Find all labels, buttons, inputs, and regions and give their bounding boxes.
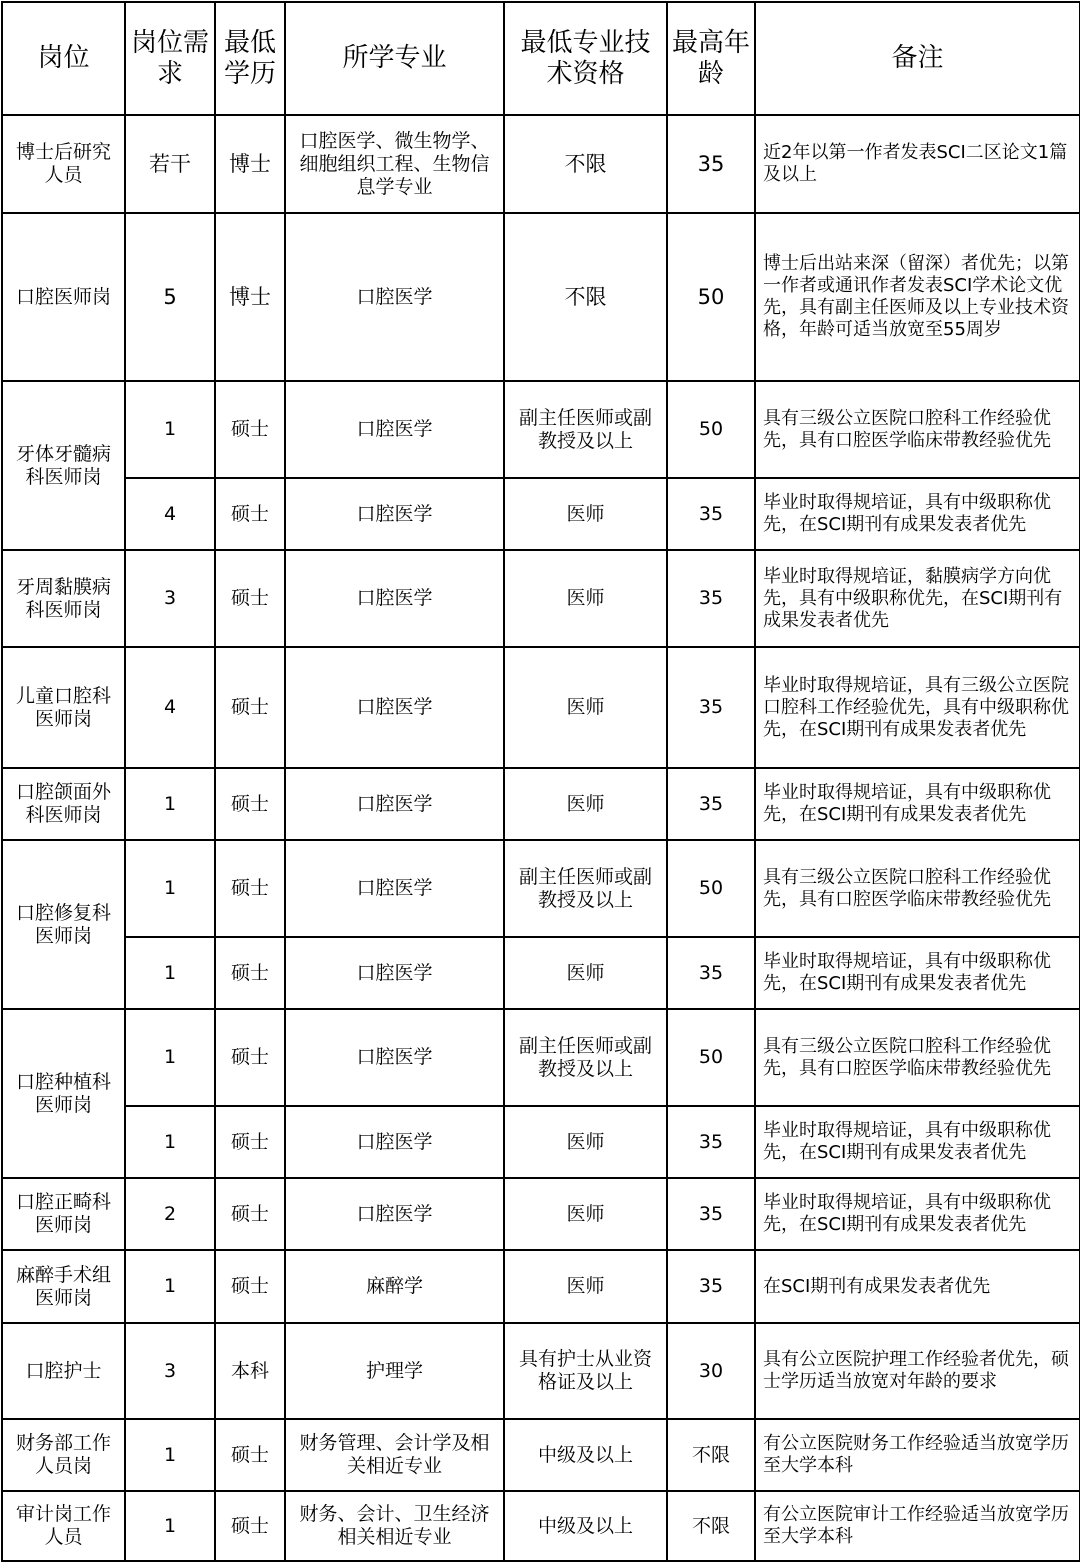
cell-education: 硕士	[215, 478, 285, 550]
cell-demand: 1	[125, 937, 215, 1009]
cell-remark: 近2年以第一作者发表SCI二区论文1篇及以上	[755, 115, 1080, 213]
table-row	[2, 1491, 1080, 1561]
cell-major: 口腔医学	[285, 213, 504, 381]
cell-age: 35	[667, 478, 755, 550]
table-row	[2, 381, 1080, 478]
cell-position: 审计岗工作人员	[2, 1491, 125, 1561]
table-row	[2, 1106, 1080, 1178]
table-row	[2, 1250, 1080, 1323]
cell-education: 硕士	[215, 1009, 285, 1106]
cell-demand: 1	[125, 768, 215, 840]
cell-education: 硕士	[215, 768, 285, 840]
cell-education: 博士	[215, 213, 285, 381]
cell-age: 30	[667, 1323, 755, 1419]
cell-age: 不限	[667, 1491, 755, 1561]
cell-qualification: 副主任医师或副教授及以上	[504, 840, 667, 937]
recruitment-table	[1, 1, 1080, 1562]
cell-age: 不限	[667, 1419, 755, 1491]
cell-remark: 毕业时取得规培证，具有三级公立医院口腔科工作经验优先，具有中级职称优先，在SCI期刊有成果发表者优先	[755, 647, 1080, 768]
cell-age: 50	[667, 840, 755, 937]
cell-education: 硕士	[215, 840, 285, 937]
cell-demand: 4	[125, 647, 215, 768]
table-row	[2, 1009, 1080, 1106]
header-position: 岗位	[2, 2, 125, 115]
cell-qualification: 具有护士从业资格证及以上	[504, 1323, 667, 1419]
table-row	[2, 115, 1080, 213]
cell-major: 口腔医学	[285, 1009, 504, 1106]
cell-major: 口腔医学	[285, 381, 504, 478]
cell-major: 麻醉学	[285, 1250, 504, 1323]
cell-major: 护理学	[285, 1323, 504, 1419]
cell-major: 财务管理、会计学及相关相近专业	[285, 1419, 504, 1491]
cell-qualification: 医师	[504, 1250, 667, 1323]
header-major: 所学专业	[285, 2, 504, 115]
cell-education: 硕士	[215, 1419, 285, 1491]
cell-position: 牙体牙髓病科医师岗	[2, 381, 125, 550]
cell-remark: 具有三级公立医院口腔科工作经验优先，具有口腔医学临床带教经验优先	[755, 1009, 1080, 1106]
cell-age: 35	[667, 1178, 755, 1250]
cell-age: 50	[667, 381, 755, 478]
header-row	[2, 2, 1080, 115]
cell-qualification: 不限	[504, 213, 667, 381]
cell-demand: 若干	[125, 115, 215, 213]
cell-qualification: 中级及以上	[504, 1419, 667, 1491]
cell-age: 35	[667, 768, 755, 840]
cell-education: 硕士	[215, 647, 285, 768]
cell-age: 35	[667, 937, 755, 1009]
cell-remark: 具有三级公立医院口腔科工作经验优先，具有口腔医学临床带教经验优先	[755, 381, 1080, 478]
cell-age: 50	[667, 213, 755, 381]
cell-position: 口腔医师岗	[2, 213, 125, 381]
cell-demand: 2	[125, 1178, 215, 1250]
cell-age: 50	[667, 1009, 755, 1106]
cell-qualification: 副主任医师或副教授及以上	[504, 1009, 667, 1106]
cell-major: 口腔医学、微生物学、细胞组织工程、生物信息学专业	[285, 115, 504, 213]
cell-major: 口腔医学	[285, 478, 504, 550]
header-demand: 岗位需求	[125, 2, 215, 115]
cell-position: 财务部工作人员岗	[2, 1419, 125, 1491]
header-age: 最高年龄	[667, 2, 755, 115]
cell-major: 口腔医学	[285, 550, 504, 647]
cell-major: 财务、会计、卫生经济相关相近专业	[285, 1491, 504, 1561]
cell-qualification: 副主任医师或副教授及以上	[504, 381, 667, 478]
cell-education: 博士	[215, 115, 285, 213]
cell-remark: 有公立医院财务工作经验适当放宽学历至大学本科	[755, 1419, 1080, 1491]
cell-remark: 毕业时取得规培证，具有中级职称优先，在SCI期刊有成果发表者优先	[755, 937, 1080, 1009]
cell-age: 35	[667, 1106, 755, 1178]
cell-position: 儿童口腔科医师岗	[2, 647, 125, 768]
table-row	[2, 1419, 1080, 1491]
cell-position: 博士后研究人员	[2, 115, 125, 213]
cell-education: 硕士	[215, 381, 285, 478]
cell-major: 口腔医学	[285, 840, 504, 937]
cell-qualification: 医师	[504, 937, 667, 1009]
table-row	[2, 478, 1080, 550]
cell-age: 35	[667, 647, 755, 768]
table-row	[2, 550, 1080, 647]
cell-qualification: 医师	[504, 550, 667, 647]
cell-remark: 毕业时取得规培证，具有中级职称优先，在SCI期刊有成果发表者优先	[755, 768, 1080, 840]
cell-qualification: 医师	[504, 768, 667, 840]
cell-remark: 博士后出站来深（留深）者优先；以第一作者或通讯作者发表SCI学术论文优先，具有副主任医师及以上专业技术资格，年龄可适当放宽至55周岁	[755, 213, 1080, 381]
cell-education: 硕士	[215, 550, 285, 647]
cell-major: 口腔医学	[285, 937, 504, 1009]
cell-education: 硕士	[215, 1178, 285, 1250]
cell-remark: 具有公立医院护理工作经验者优先，硕士学历适当放宽对年龄的要求	[755, 1323, 1080, 1419]
cell-major: 口腔医学	[285, 1106, 504, 1178]
header-remark: 备注	[755, 2, 1080, 115]
cell-position: 口腔护士	[2, 1323, 125, 1419]
cell-demand: 5	[125, 213, 215, 381]
cell-qualification: 医师	[504, 478, 667, 550]
cell-education: 硕士	[215, 1106, 285, 1178]
cell-remark: 在SCI期刊有成果发表者优先	[755, 1250, 1080, 1323]
cell-qualification: 不限	[504, 115, 667, 213]
cell-demand: 1	[125, 1491, 215, 1561]
cell-age: 35	[667, 115, 755, 213]
cell-age: 35	[667, 550, 755, 647]
header-education: 最低学历	[215, 2, 285, 115]
cell-major: 口腔医学	[285, 1178, 504, 1250]
cell-demand: 1	[125, 840, 215, 937]
cell-education: 硕士	[215, 1250, 285, 1323]
cell-position: 口腔正畸科医师岗	[2, 1178, 125, 1250]
table-row	[2, 768, 1080, 840]
cell-position: 口腔种植科医师岗	[2, 1009, 125, 1178]
cell-remark: 毕业时取得规培证，具有中级职称优先，在SCI期刊有成果发表者优先	[755, 1178, 1080, 1250]
table-row	[2, 213, 1080, 381]
cell-education: 硕士	[215, 937, 285, 1009]
cell-remark: 具有三级公立医院口腔科工作经验优先，具有口腔医学临床带教经验优先	[755, 840, 1080, 937]
cell-demand: 3	[125, 1323, 215, 1419]
table-row	[2, 937, 1080, 1009]
table-row	[2, 647, 1080, 768]
cell-position: 口腔颌面外科医师岗	[2, 768, 125, 840]
header-qualification: 最低专业技术资格	[504, 2, 667, 115]
cell-demand: 1	[125, 1419, 215, 1491]
cell-position: 麻醉手术组医师岗	[2, 1250, 125, 1323]
cell-demand: 1	[125, 1009, 215, 1106]
cell-age: 35	[667, 1250, 755, 1323]
cell-position: 口腔修复科医师岗	[2, 840, 125, 1009]
cell-qualification: 医师	[504, 647, 667, 768]
cell-remark: 毕业时取得规培证，具有中级职称优先，在SCI期刊有成果发表者优先	[755, 478, 1080, 550]
cell-demand: 1	[125, 1250, 215, 1323]
cell-demand: 1	[125, 381, 215, 478]
cell-demand: 4	[125, 478, 215, 550]
cell-position: 牙周黏膜病科医师岗	[2, 550, 125, 647]
cell-education: 本科	[215, 1323, 285, 1419]
table-row	[2, 1323, 1080, 1419]
cell-major: 口腔医学	[285, 647, 504, 768]
cell-qualification: 医师	[504, 1178, 667, 1250]
cell-qualification: 中级及以上	[504, 1491, 667, 1561]
cell-demand: 1	[125, 1106, 215, 1178]
cell-major: 口腔医学	[285, 768, 504, 840]
table-row	[2, 840, 1080, 937]
table-row	[2, 1178, 1080, 1250]
cell-remark: 有公立医院审计工作经验适当放宽学历至大学本科	[755, 1491, 1080, 1561]
cell-demand: 3	[125, 550, 215, 647]
cell-remark: 毕业时取得规培证，黏膜病学方向优先，具有中级职称优先，在SCI期刊有成果发表者优先	[755, 550, 1080, 647]
cell-qualification: 医师	[504, 1106, 667, 1178]
cell-remark: 毕业时取得规培证，具有中级职称优先，在SCI期刊有成果发表者优先	[755, 1106, 1080, 1178]
cell-education: 硕士	[215, 1491, 285, 1561]
